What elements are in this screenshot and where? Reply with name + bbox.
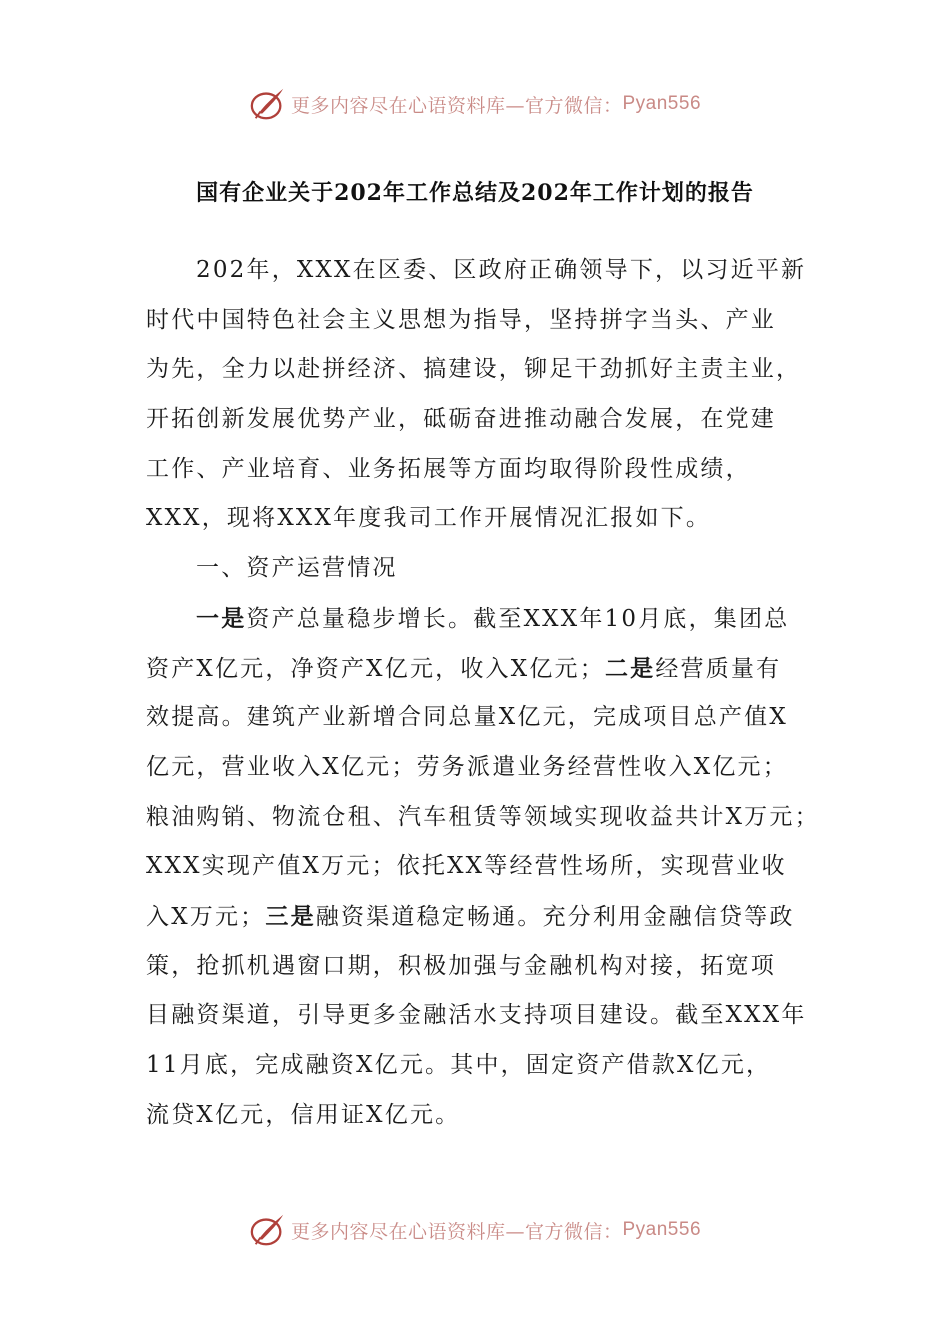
bold-run: 三是 xyxy=(265,902,316,930)
text-run: 目融资渠道，引导更多金融活水支持项目建设。截至XXX年 xyxy=(146,1002,807,1029)
text-run: 工作、产业培育、业务拓展等方面均取得阶段性成绩， xyxy=(146,455,751,482)
text-run: 开拓创新发展优势产业，砥砺奋进推动融合发展，在党建 xyxy=(146,406,776,433)
body-line xyxy=(146,1091,826,1141)
quill-logo-icon xyxy=(249,1211,287,1249)
text-run: 一、资产运营情况 xyxy=(196,555,398,582)
text-run: 策，抢抓机遇窗口期，积极加强与金融机构对接，拓宽项 xyxy=(146,952,776,979)
body-line xyxy=(146,594,826,644)
watermark-wechat-id: Pyan556 xyxy=(622,1219,702,1240)
text-run: 资产总量稳步增长。截至XXX年10月底，集团总 xyxy=(246,605,790,632)
bold-run: 一是 xyxy=(196,604,247,632)
body-line xyxy=(146,296,826,346)
body-line xyxy=(146,445,826,495)
body-line xyxy=(146,892,826,942)
text-run: 时代中国特色社会主义思想为指导，坚持拼字当头、产业 xyxy=(146,306,776,333)
body-line xyxy=(146,644,826,694)
document-body xyxy=(146,246,826,1140)
body-line xyxy=(146,793,826,843)
watermark-text: 更多内容尽在心语资料库—官方微信： xyxy=(290,1220,623,1243)
watermark-text: 更多内容尽在心语资料库—官方微信： xyxy=(290,94,623,117)
section-heading xyxy=(146,544,826,594)
text-run: 为先，全力以赴拼经济、搞建设，铆足干劲抓好主责主业， xyxy=(146,356,802,383)
text-run: 亿元，营业收入X亿元；劳务派遣业务经营性收入X亿元； xyxy=(146,753,788,780)
text-run: XXX实现产值X万元；依托XX等经营性场所，实现营业收 xyxy=(146,853,787,880)
document-title: 国有企业关于202年工作总结及202年工作计划的报告 xyxy=(196,180,754,206)
body-line xyxy=(146,942,826,992)
quill-logo-icon xyxy=(249,85,287,123)
body-line xyxy=(146,743,826,793)
bold-run: 二是 xyxy=(604,654,656,682)
body-line xyxy=(146,345,826,395)
body-line xyxy=(146,1041,826,1091)
text-run: 202年，XXX在区委、区政府正确领导下，以习近平新 xyxy=(196,257,807,283)
watermark-wechat-id: Pyan556 xyxy=(622,93,702,114)
text-run: 融资渠道稳定畅通。充分利用金融信贷等政 xyxy=(315,903,795,930)
body-line xyxy=(146,395,826,445)
body-line xyxy=(146,693,826,743)
text-run: XXX，现将XXX年度我司工作开展情况汇报如下。 xyxy=(146,505,712,532)
text-run: 11月底，完成融资X亿元。其中，固定资产借款X亿元， xyxy=(146,1052,772,1078)
body-line xyxy=(146,494,826,544)
text-run: 流贷X亿元，信用证X亿元。 xyxy=(146,1101,461,1128)
body-line xyxy=(146,246,826,296)
text-run: 经营质量有 xyxy=(655,655,782,682)
text-run: 资产X亿元，净资产X亿元，收入X亿元； xyxy=(146,655,605,682)
body-line xyxy=(146,842,826,892)
body-line xyxy=(146,991,826,1041)
watermark-footer xyxy=(0,1208,950,1252)
text-run: 入X万元； xyxy=(146,903,266,930)
text-run: 效提高。建筑产业新增合同总量X亿元，完成项目总产值X xyxy=(146,704,788,731)
text-run: 粮油购销、物流仓租、汽车租赁等领域实现收益共计X万元； xyxy=(146,803,820,830)
watermark-header xyxy=(0,82,950,126)
